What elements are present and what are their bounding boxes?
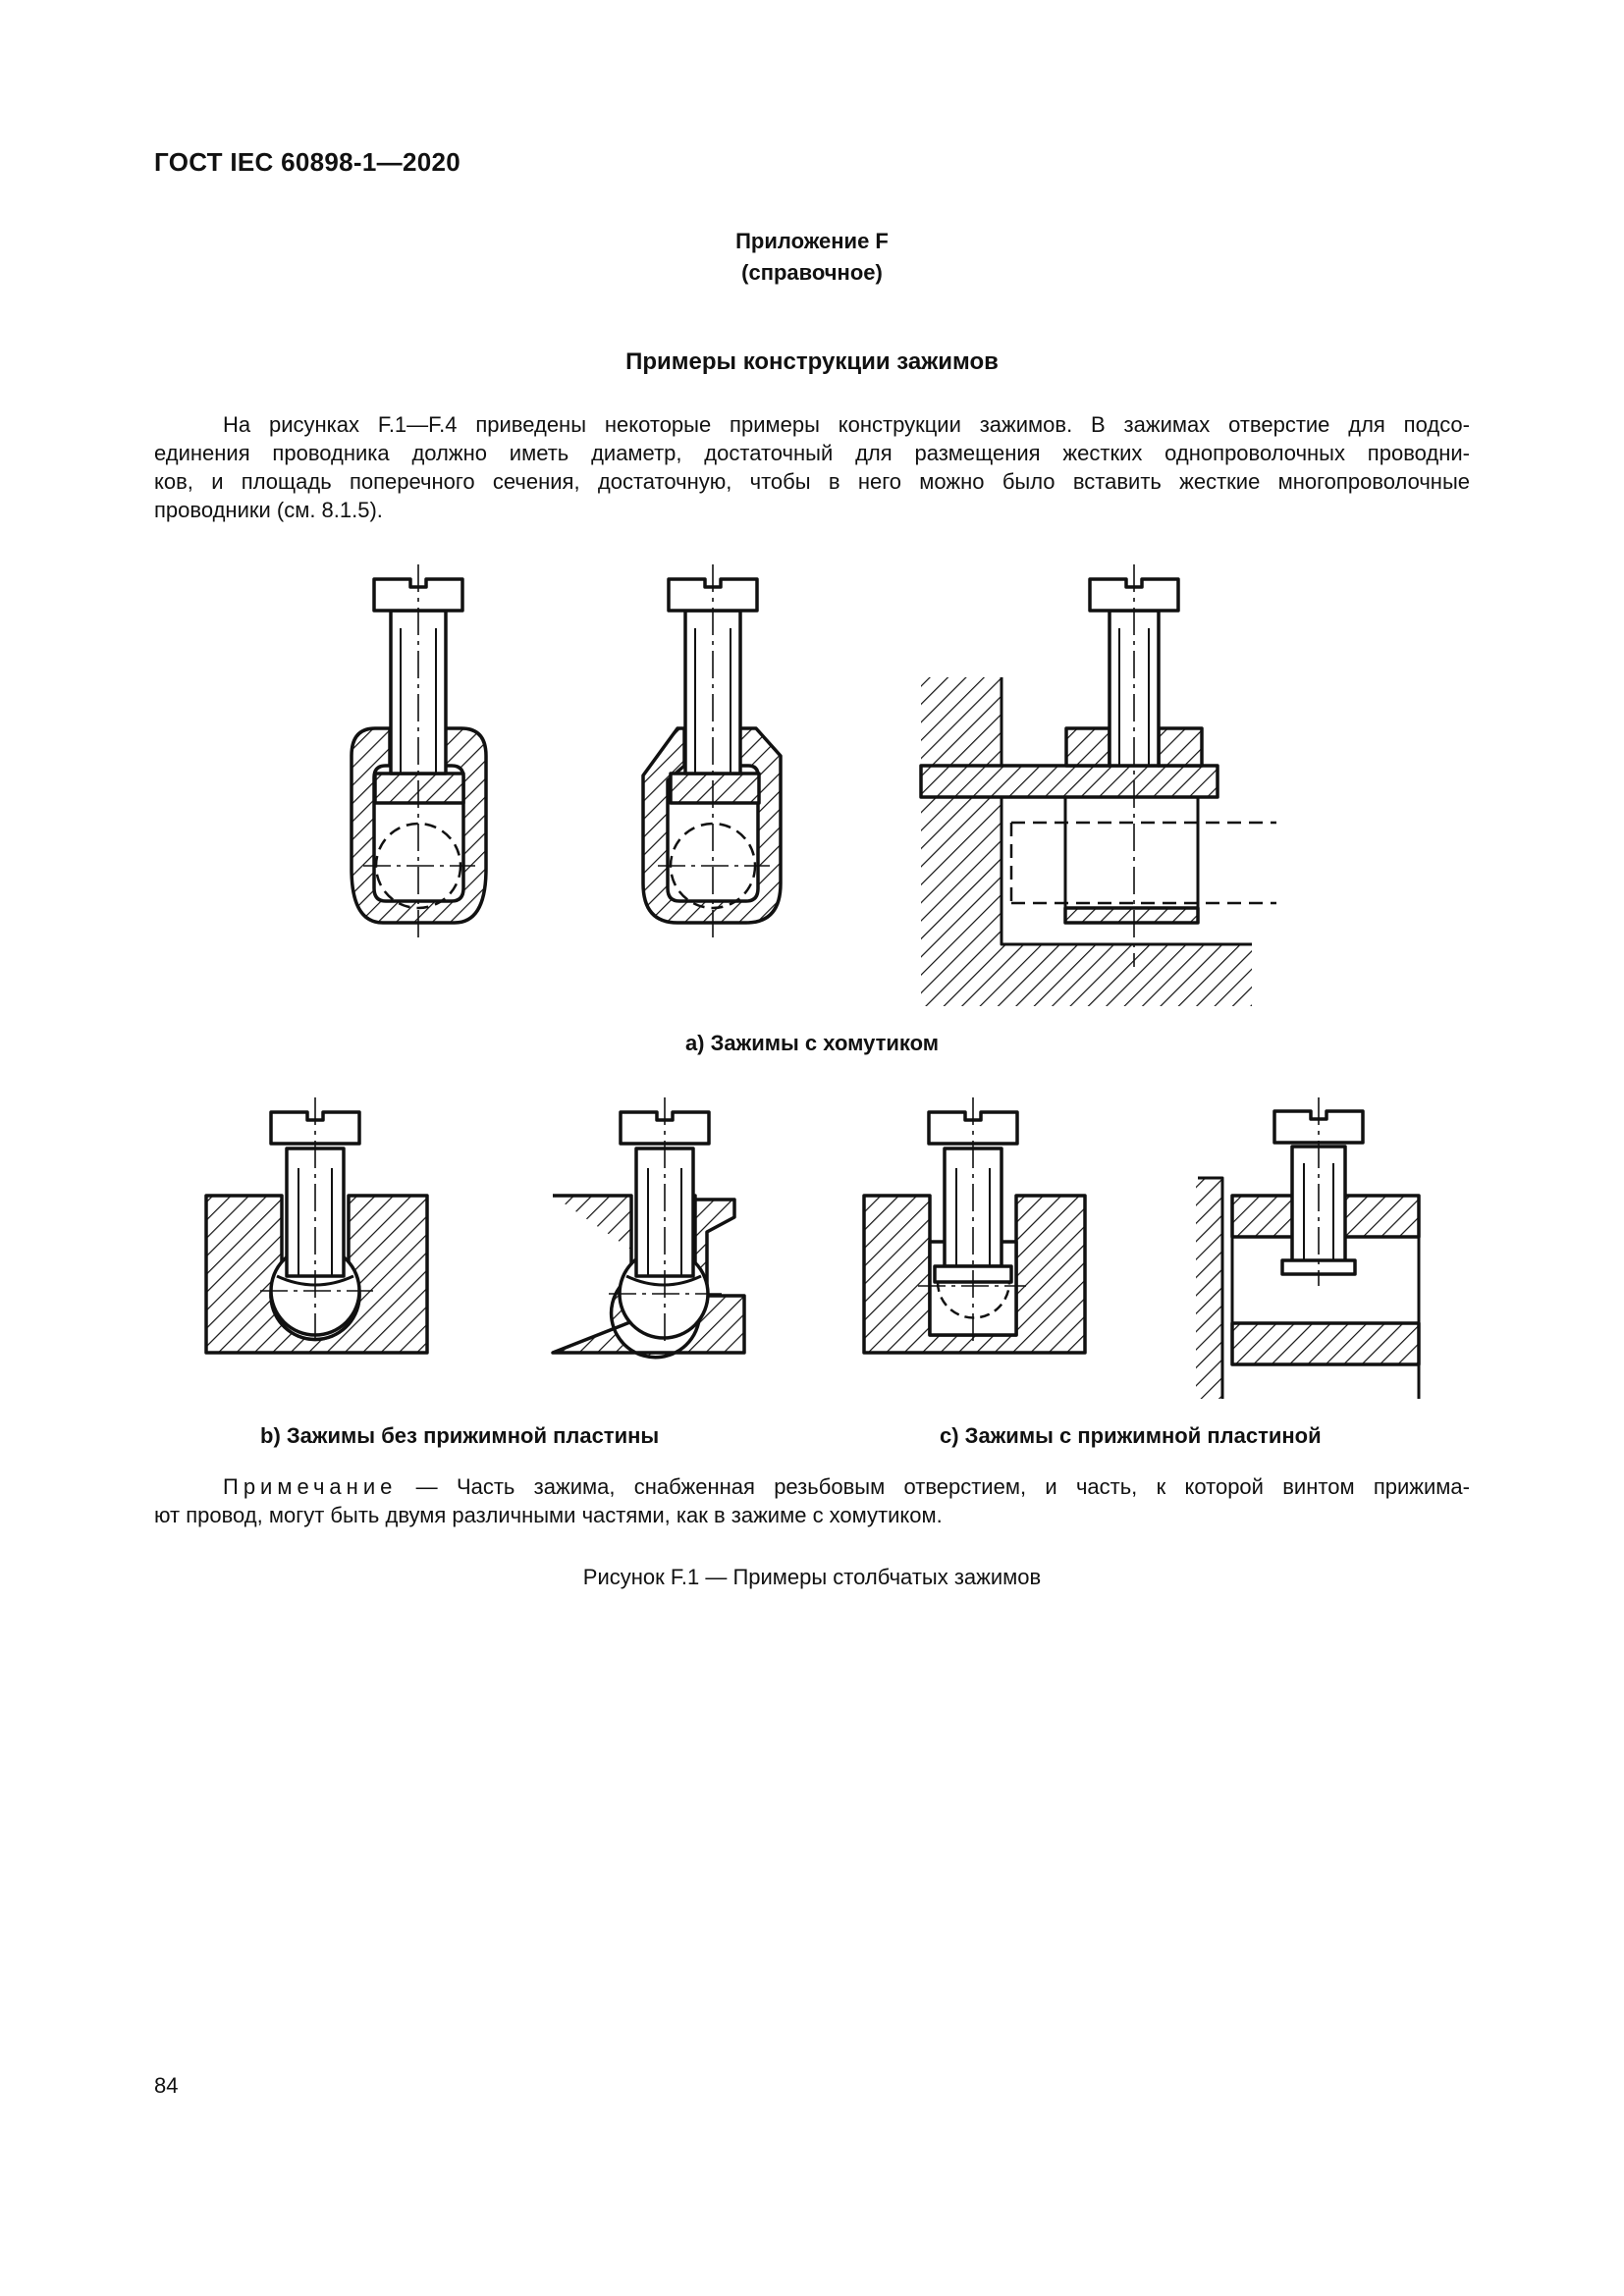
clamp-terminal-3 (921, 564, 1276, 1006)
page-number: 84 (154, 2073, 179, 2098)
note-line (154, 1472, 1470, 1501)
document-header: ГОСТ IEC 60898-1—2020 (154, 147, 460, 177)
figure-title: Рисунок F.1 — Примеры столбчатых зажимов (582, 1565, 1042, 1589)
note-line: ют провод, могут быть двумя различными частями, как в зажиме с хомутиком. (154, 1503, 943, 1527)
note-dash: — (397, 1474, 457, 1499)
caption-with-pressure-plate: c) Зажимы с прижимной пластиной (940, 1423, 1322, 1448)
caption-clamp-terminals: а) Зажимы с хомутиком (684, 1031, 940, 1055)
pillar-terminal-b1 (206, 1097, 427, 1353)
annex-type: (справочное) (741, 260, 883, 285)
caption-without-pressure-plate: b) Зажимы без прижимной пластины (260, 1423, 660, 1448)
intro-line: На рисунках F.1—F.4 приведены некоторые примеры конструкции зажимов. В зажимах отверстие для подсо- (223, 412, 1470, 437)
figure-note (154, 1472, 1470, 1529)
annex-label: Приложение F (735, 229, 889, 253)
note-label: Примечание (223, 1474, 398, 1499)
intro-line: проводники (см. 8.1.5). (154, 498, 383, 522)
clamp-terminal-1 (352, 564, 486, 937)
section-title: Примеры конструкции зажимов (625, 348, 999, 375)
pillar-terminal-c1 (864, 1097, 1085, 1353)
pillar-terminal-b2 (553, 1097, 744, 1358)
intro-line: ков, и площадь поперечного сечения, достаточную, чтобы в него можно было вставить жесткие многопроволочные (154, 469, 1470, 494)
note-text: Часть зажима, снабженная резьбовым отверстием, и часть, к которой винтом прижима- (456, 1474, 1470, 1499)
clamp-terminal-2 (643, 564, 781, 937)
intro-line: единения проводника должно иметь диаметр, достаточный для размещения жестких однопроволочных проводни- (154, 441, 1470, 465)
pillar-terminal-c2 (1196, 1097, 1419, 1399)
